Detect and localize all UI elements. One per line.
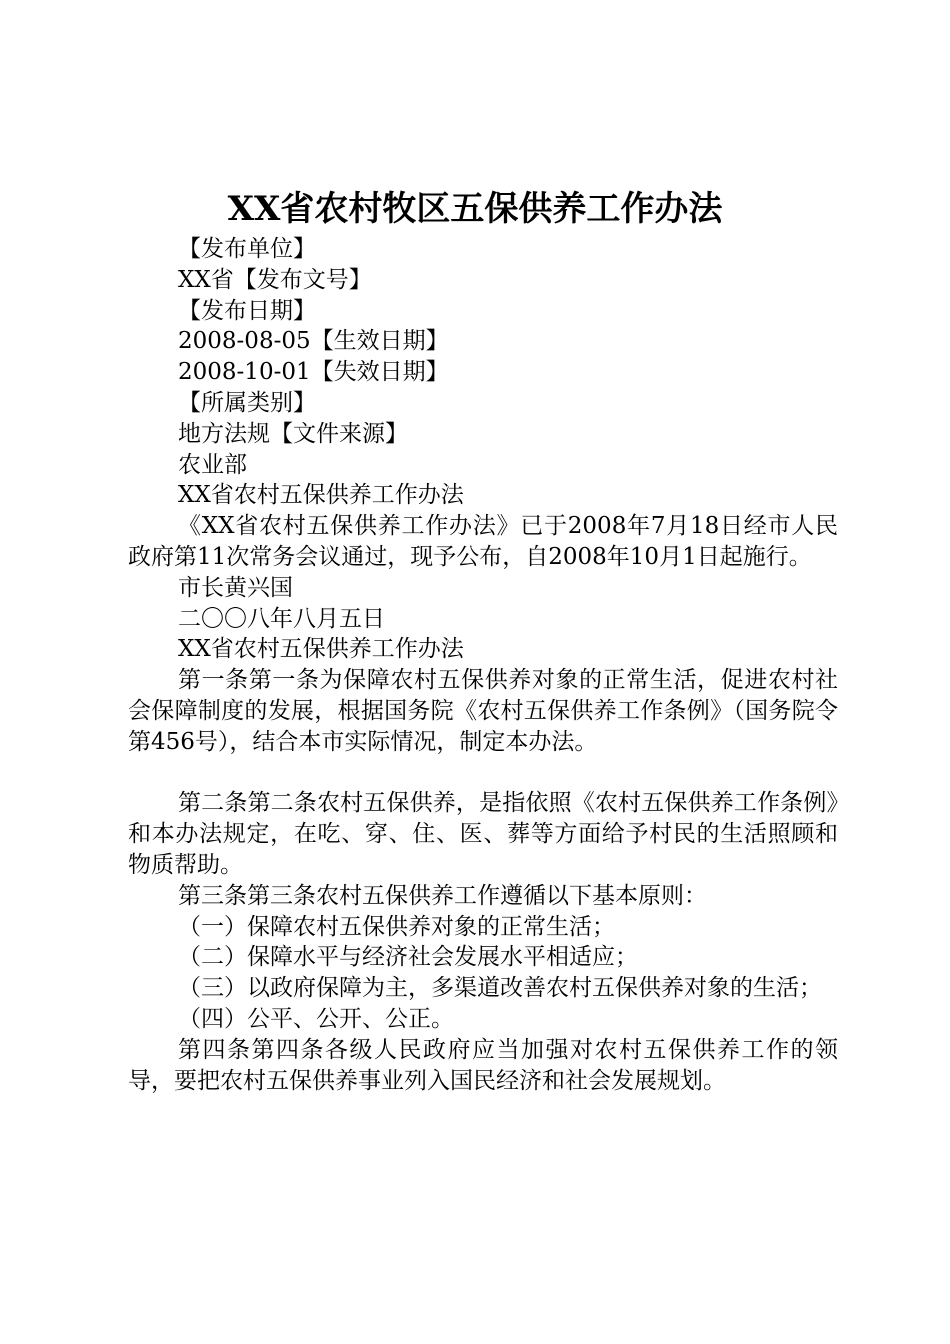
signature-name: 市长黄兴国 [178, 574, 293, 601]
blank-line [128, 758, 838, 789]
article-2: 第二条第二条农村五保供养，是指依照《农村五保供养工作条例》和本办法规定，在吃、穿、住、医、葬等方面给予村民的生活照顾和物质帮助。 [128, 790, 838, 878]
article-3-item-1: （一）保障农村五保供养对象的正常生活； [178, 913, 615, 940]
article-3-item-3: （三）以政府保障为主，多渠道改善农村五保供养对象的生活； [178, 975, 822, 1002]
meta-source-value: 农业部 [178, 451, 247, 478]
meta-doc-number: XX省【发布文号】 [178, 266, 372, 293]
document-title: XX省农村牧区五保供养工作办法 [227, 189, 723, 229]
article-1: 第一条第一条为保障农村五保供养对象的正常生活，促进农村社会保障制度的发展，根据国务院《农村五保供养工作条例》（国务院令第456号），结合本市实际情况，制定本办法。 [128, 667, 838, 755]
article-3-item-2: （二）保障水平与经济社会发展水平相适应； [178, 944, 638, 971]
section-heading: XX省农村五保供养工作办法 [178, 636, 464, 663]
meta-expiry-date: 2008-10-01【失效日期】 [178, 359, 449, 386]
meta-category: 【所属类别】 [178, 389, 316, 416]
announcement-paragraph: 《XX省农村五保供养工作办法》已于2008年7月18日经市人民政府第11次常务会议通过，现予公布，自2008年10月1日起施行。 [128, 513, 838, 570]
article-4: 第四条第四条各级人民政府应当加强对农村五保供养工作的领导，要把农村五保供养事业列入国民经济和社会发展规划。 [128, 1036, 838, 1094]
article-3-item-4: （四）公平、公开、公正。 [178, 1005, 454, 1032]
meta-publish-date: 【发布日期】 [178, 297, 316, 324]
article-3: 第三条第三条农村五保供养工作遵循以下基本原则： [178, 882, 707, 909]
signature-date: 二〇〇八年八月五日 [178, 605, 385, 632]
meta-effective-date: 2008-08-05【生效日期】 [178, 328, 449, 355]
section-heading: XX省农村五保供养工作办法 [178, 482, 464, 509]
document-body [128, 234, 838, 1096]
meta-source: 地方法规【文件来源】 [178, 420, 408, 447]
meta-publisher: 【发布单位】 [178, 236, 316, 262]
